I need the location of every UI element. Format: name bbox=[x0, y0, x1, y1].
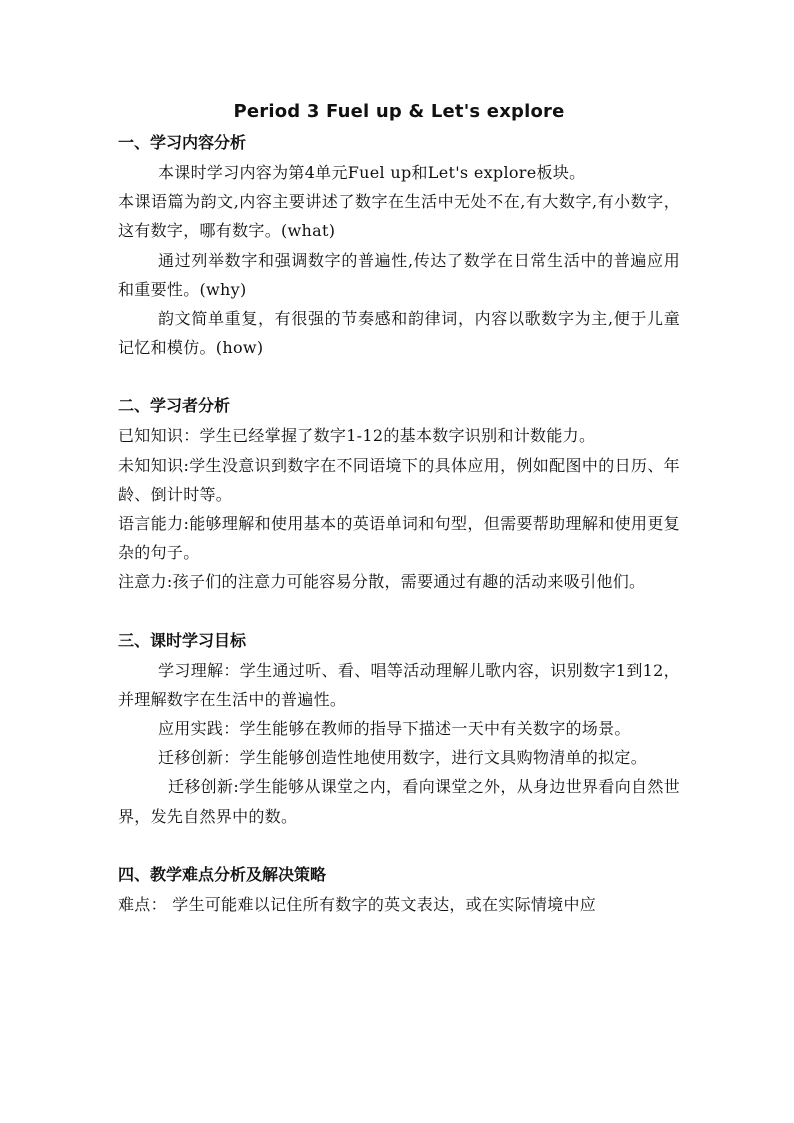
section-heading-content-analysis: 一、学习内容分析 bbox=[118, 133, 247, 152]
paragraph: 本课时学习内容为第4单元Fuel up和Let's explore板块。 bbox=[158, 163, 586, 182]
paragraph: 注意力:孩子们的注意力可能容易分散，需要通过有趣的活动来吸引他们。 bbox=[118, 572, 646, 592]
document-title: Period 3 Fuel up & Let's explore bbox=[233, 101, 565, 122]
section-spacer bbox=[118, 831, 680, 860]
section-heading-learner-analysis: 二、学习者分析 bbox=[118, 396, 231, 416]
paragraph: 本课语篇为韵文,内容主要讲述了数字在生活中无处不在,有大数字,有小数字，这有数字，哪有数字。(what) bbox=[118, 192, 680, 241]
paragraph: 迁移创新：学生能够创造性地使用数字，进行文具购物清单的拟定。 bbox=[158, 748, 648, 768]
section-heading-learning-objectives: 三、课时学习目标 bbox=[118, 630, 247, 650]
paragraph: 韵文简单重复，有很强的节奏感和韵律词，内容以歌数字为主,便于儿童记忆和模仿。(how) bbox=[118, 309, 680, 358]
paragraph: 已知知识：学生已经掌握了数字1-12的基本数字识别和计数能力。 bbox=[118, 426, 596, 446]
section-spacer bbox=[118, 597, 680, 626]
paragraph: 应用实践：学生能够在教师的指导下描述一天中有关数字的场景。 bbox=[158, 719, 631, 739]
document-page bbox=[118, 96, 680, 919]
paragraph: 迁移创新:学生能够从课堂之内，看向课堂之外，从身边世界看向自然世界，发先自然界中的数。 bbox=[118, 777, 680, 826]
section-spacer bbox=[118, 362, 680, 391]
paragraph: 未知知识:学生没意识到数字在不同语境下的具体应用，例如配图中的日历、年龄、倒计时等。 bbox=[118, 455, 680, 504]
paragraph: 学习理解：学生通过听、看、唱等活动理解儿歌内容，识别数字1到12，并理解数字在生活中的普遍性。 bbox=[118, 660, 680, 709]
paragraph: 通过列举数字和强调数字的普遍性,传达了数学在日常生活中的普遍应用和重要性。(why) bbox=[118, 250, 680, 299]
paragraph: 语言能力:能够理解和使用基本的英语单词和句型，但需要帮助理解和使用更复杂的句子。 bbox=[118, 514, 680, 563]
section-heading-teaching-difficulties: 四、教学难点分析及解决策略 bbox=[118, 864, 327, 884]
paragraph: 难点： 学生可能难以记住所有数字的英文表达，或在实际情境中应 bbox=[118, 894, 597, 914]
